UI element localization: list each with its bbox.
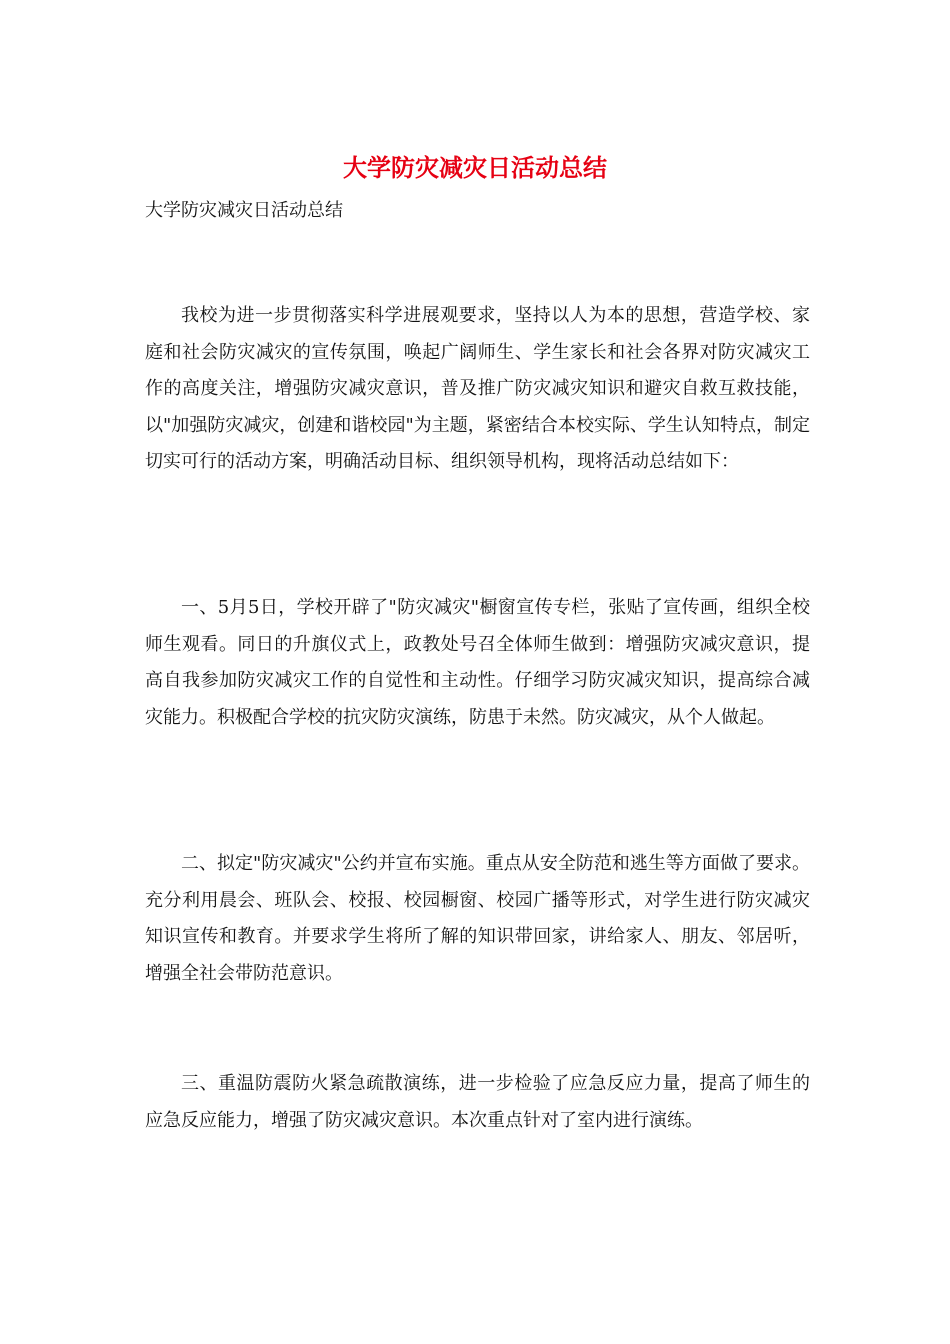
document-subtitle: 大学防灾减灾日活动总结 bbox=[145, 200, 343, 221]
paragraph-intro: 我校为进一步贯彻落实科学进展观要求，坚持以人为本的思想，营造学校、家庭和社会防灾减灾的宣传氛围，唤起广阔师生、学生家长和社会各界对防灾减灾工作的高度关注，增强防灾减灾意识，普及推广防灾减灾知识和避灾自救互救技能，以"加强防灾减灾，创建和谐校园"为主题，紧密结合本校实际、学生认知特点，制定切实可行的活动方案，明确活动目标、组织领导机构，现将活动总结如下： bbox=[145, 305, 810, 472]
paragraph-item-1: 一、5月5日，学校开辟了"防灾减灾"橱窗宣传专栏，张贴了宣传画，组织全校师生观看。同日的升旗仪式上，政教处号召全体师生做到：增强防灾减灾意识，提高自我参加防灾减灾工作的自觉性和主动性。仔细学习防灾减灾知识，提高综合减灾能力。积极配合学校的抗灾防灾演练，防患于未然。防灾减灾，从个人做起。 bbox=[145, 597, 810, 728]
paragraph-item-2: 二、拟定"防灾减灾"公约并宣布实施。重点从安全防范和逃生等方面做了要求。充分利用晨会、班队会、校报、校园橱窗、校园广播等形式，对学生进行防灾减灾知识宣传和教育。并要求学生将所了解的知识带回家，讲给家人、朋友、邻居听，增强全社会带防范意识。 bbox=[145, 853, 810, 984]
page-title: 大学防灾减灾日活动总结 bbox=[343, 153, 607, 182]
paragraph-item-3: 三、重温防震防火紧急疏散演练，进一步检验了应急反应力量，提高了师生的应急反应能力，增强了防灾减灾意识。本次重点针对了室内进行演练。 bbox=[145, 1073, 810, 1131]
